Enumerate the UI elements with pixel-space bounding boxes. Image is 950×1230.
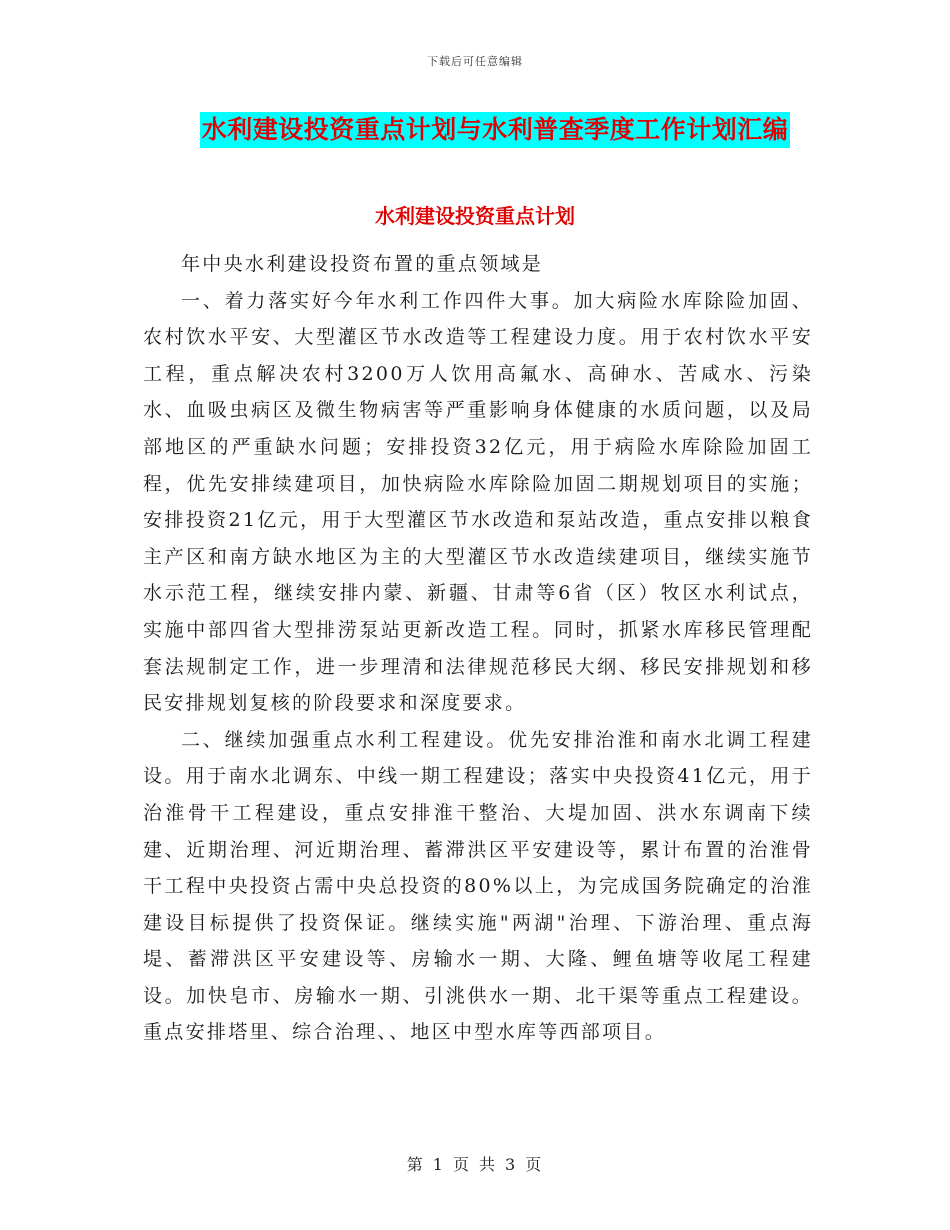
paragraph-two: 二、继续加强重点水利工程建设。优先安排治淮和南水北调工程建设。用于南水北调东、中线一期工程建设；落实中央投资41亿元，用于治淮骨干工程建设，重点安排淮干整治、大堤加固、洪水东调南下续建、近期治理、河近期治理、蓄滞洪区平安建设等，累计布置的治淮骨干工程中央投资占需中央总投资的80%以上，为完成国务院确定的治淮建设目标提供了投资保证。继续实施"两湖"治理、下游治理、重点海堤、蓄滞洪区平安建设等、房输水一期、大隆、鲤鱼塘等收尾工程建设。加快皂市、房输水一期、引洮供水一期、北干渠等重点工程建设。重点安排塔里、综合治理、、地区中型水库等西部项目。 — [143, 728, 813, 1044]
page-total: 3 — [505, 1155, 518, 1174]
footer-label-di: 第 — [406, 1155, 425, 1174]
paragraph-one: 一、着力落实好今年水利工作四件大事。加大病险水库除险加固、农村饮水平安、大型灌区节水改造等工程建设力度。用于农村饮水平安工程，重点解决农村3200万人饮用高氟水、高砷水、苦咸水、污染水、血吸虫病区及微生物病害等严重影响身体健康的水质问题，以及局部地区的严重缺水问题；安排投资32亿元，用于病险水库除险加固工程，优先安排续建项目，加快病险水库除险加固二期规划项目的实施；安排投资21亿元，用于大型灌区节水改造和泵站改造，重点安排以粮食主产区和南方缺水地区为主的大型灌区节水改造续建项目，继续实施节水示范工程，继续安排内蒙、新疆、甘肃等6省（区）牧区水利试点，实施中部四省大型排涝泵站更新改造工程。同时，抓紧水库移民管理配套法规制定工作，进一步理清和法律规范移民大纲、移民安排规划和移民安排规划复核的阶段要求和深度要求。 — [143, 289, 813, 715]
main-title: 水利建设投资重点计划与水利普查季度工作计划汇编 — [200, 112, 791, 148]
document-body — [143, 246, 813, 1051]
header-note: 下载后可任意编辑 — [427, 55, 523, 68]
section-title: 水利建设投资重点计划 — [375, 204, 575, 228]
footer-label-ye-end: 页 — [525, 1155, 544, 1174]
page-footer — [0, 1152, 950, 1175]
page-current: 1 — [432, 1155, 445, 1174]
paragraph-intro: 年中央水利建设投资布置的重点领域是 — [181, 253, 544, 275]
footer-label-ye: 页 — [452, 1155, 471, 1174]
footer-label-gong: 共 — [479, 1155, 498, 1174]
main-title-container — [0, 112, 950, 148]
